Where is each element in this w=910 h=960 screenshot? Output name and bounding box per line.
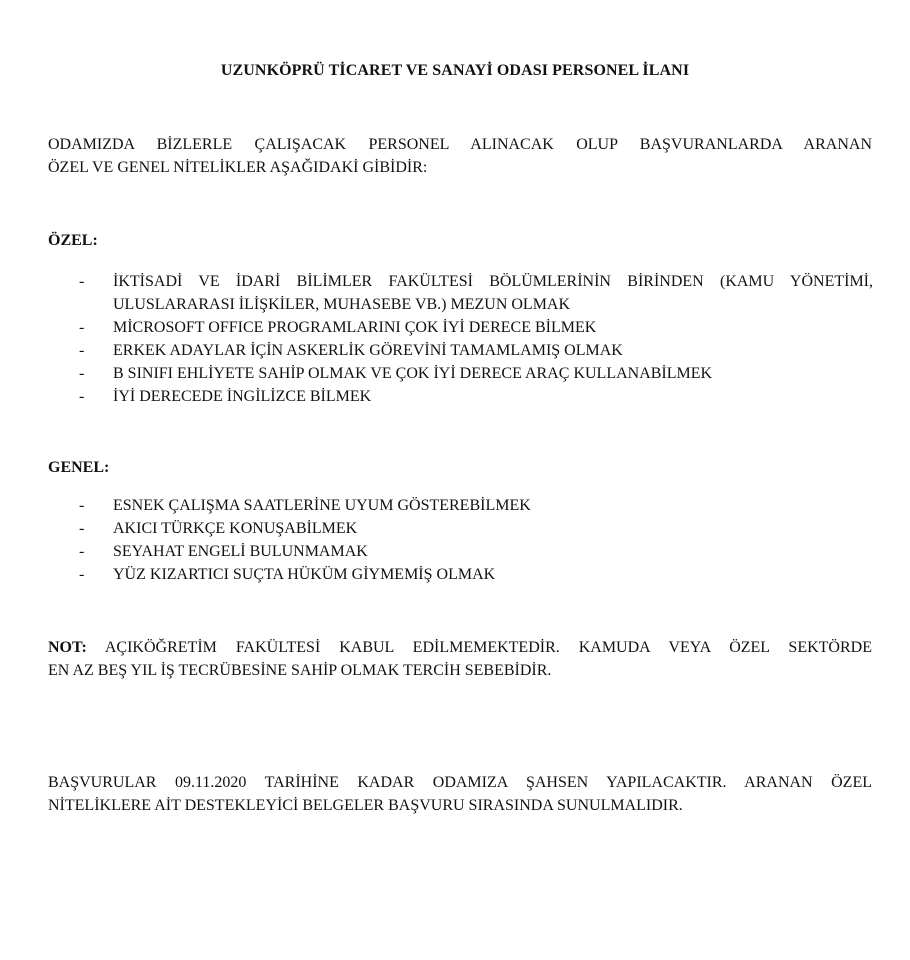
list-item-text: İKTİSADİ VE İDARİ BİLİMLER FAKÜLTESİ BÖLÜMLERİNİN BİRİNDEN (KAMU YÖNETİMİ, — [113, 273, 873, 290]
application-line: NİTELİKLERE AİT DESTEKLEYİCİ BELGELER BAŞVURU SIRASINDA SUNULMALIDIR. — [48, 797, 683, 814]
application-line: BAŞVURULAR 09.11.2020 TARİHİNE KADAR ODAMIZA ŞAHSEN YAPILACAKTIR. ARANAN ÖZEL — [48, 774, 872, 791]
bullet-dash: - — [79, 543, 85, 560]
note-line: EN AZ BEŞ YIL İŞ TECRÜBESİNE SAHİP OLMAK TERCİH SEBEBİDİR. — [48, 662, 552, 679]
list-item-text: ESNEK ÇALIŞMA SAATLERİNE UYUM GÖSTEREBİLMEK — [113, 497, 531, 514]
note-paragraph — [48, 636, 872, 682]
genel-heading: GENEL: — [48, 459, 110, 476]
list-item-text: MİCROSOFT OFFICE PROGRAMLARINI ÇOK İYİ DERECE BİLMEK — [113, 319, 597, 336]
list-item — [0, 494, 873, 517]
note-label: NOT: — [48, 639, 87, 656]
list-item — [0, 563, 873, 586]
list-item-text: ULUSLARARASI İLİŞKİLER, MUHASEBE VB.) MEZUN OLMAK — [113, 296, 571, 313]
list-item — [0, 316, 873, 339]
bullet-dash: - — [79, 342, 85, 359]
list-item-text: AKICI TÜRKÇE KONUŞABİLMEK — [113, 520, 358, 537]
bullet-dash: - — [79, 566, 85, 583]
bullet-dash: - — [79, 497, 85, 514]
intro-line: ÖZEL VE GENEL NİTELİKLER AŞAĞIDAKİ GİBİDİR: — [48, 159, 428, 176]
bullet-dash: - — [79, 273, 85, 290]
list-item-text: İYİ DERECEDE İNGİLİZCE BİLMEK — [113, 388, 372, 405]
list-item — [0, 362, 873, 385]
ozel-heading: ÖZEL: — [48, 232, 98, 249]
list-item — [0, 540, 873, 563]
bullet-dash: - — [79, 365, 85, 382]
list-item — [0, 339, 873, 362]
intro-line: ODAMIZDA BİZLERLE ÇALIŞACAK PERSONEL ALINACAK OLUP BAŞVURANLARDA ARANAN — [48, 136, 872, 153]
list-item — [0, 517, 873, 540]
note-text: AÇIKÖĞRETİM FAKÜLTESİ KABUL EDİLMEMEKTEDİR. KAMUDA VEYA ÖZEL SEKTÖRDE — [104, 639, 872, 656]
list-item — [0, 385, 873, 408]
list-item — [0, 270, 873, 316]
list-item-text: B SINIFI EHLİYETE SAHİP OLMAK VE ÇOK İYİ DERECE ARAÇ KULLANABİLMEK — [113, 365, 713, 382]
list-item-text: YÜZ KIZARTICI SUÇTA HÜKÜM GİYMEMİŞ OLMAK — [113, 566, 496, 583]
bullet-dash: - — [79, 520, 85, 537]
list-item-text: SEYAHAT ENGELİ BULUNMAMAK — [113, 543, 368, 560]
list-item-text: ERKEK ADAYLAR İÇİN ASKERLİK GÖREVİNİ TAMAMLAMIŞ OLMAK — [113, 342, 623, 359]
intro-paragraph — [48, 133, 872, 179]
document-title: UZUNKÖPRÜ TİCARET VE SANAYİ ODASI PERSONEL İLANI — [220, 62, 690, 79]
application-paragraph — [48, 771, 872, 817]
bullet-dash: - — [79, 388, 85, 405]
bullet-dash: - — [79, 319, 85, 336]
ozel-list — [0, 270, 910, 408]
note-line — [48, 636, 872, 659]
genel-list — [0, 494, 910, 586]
